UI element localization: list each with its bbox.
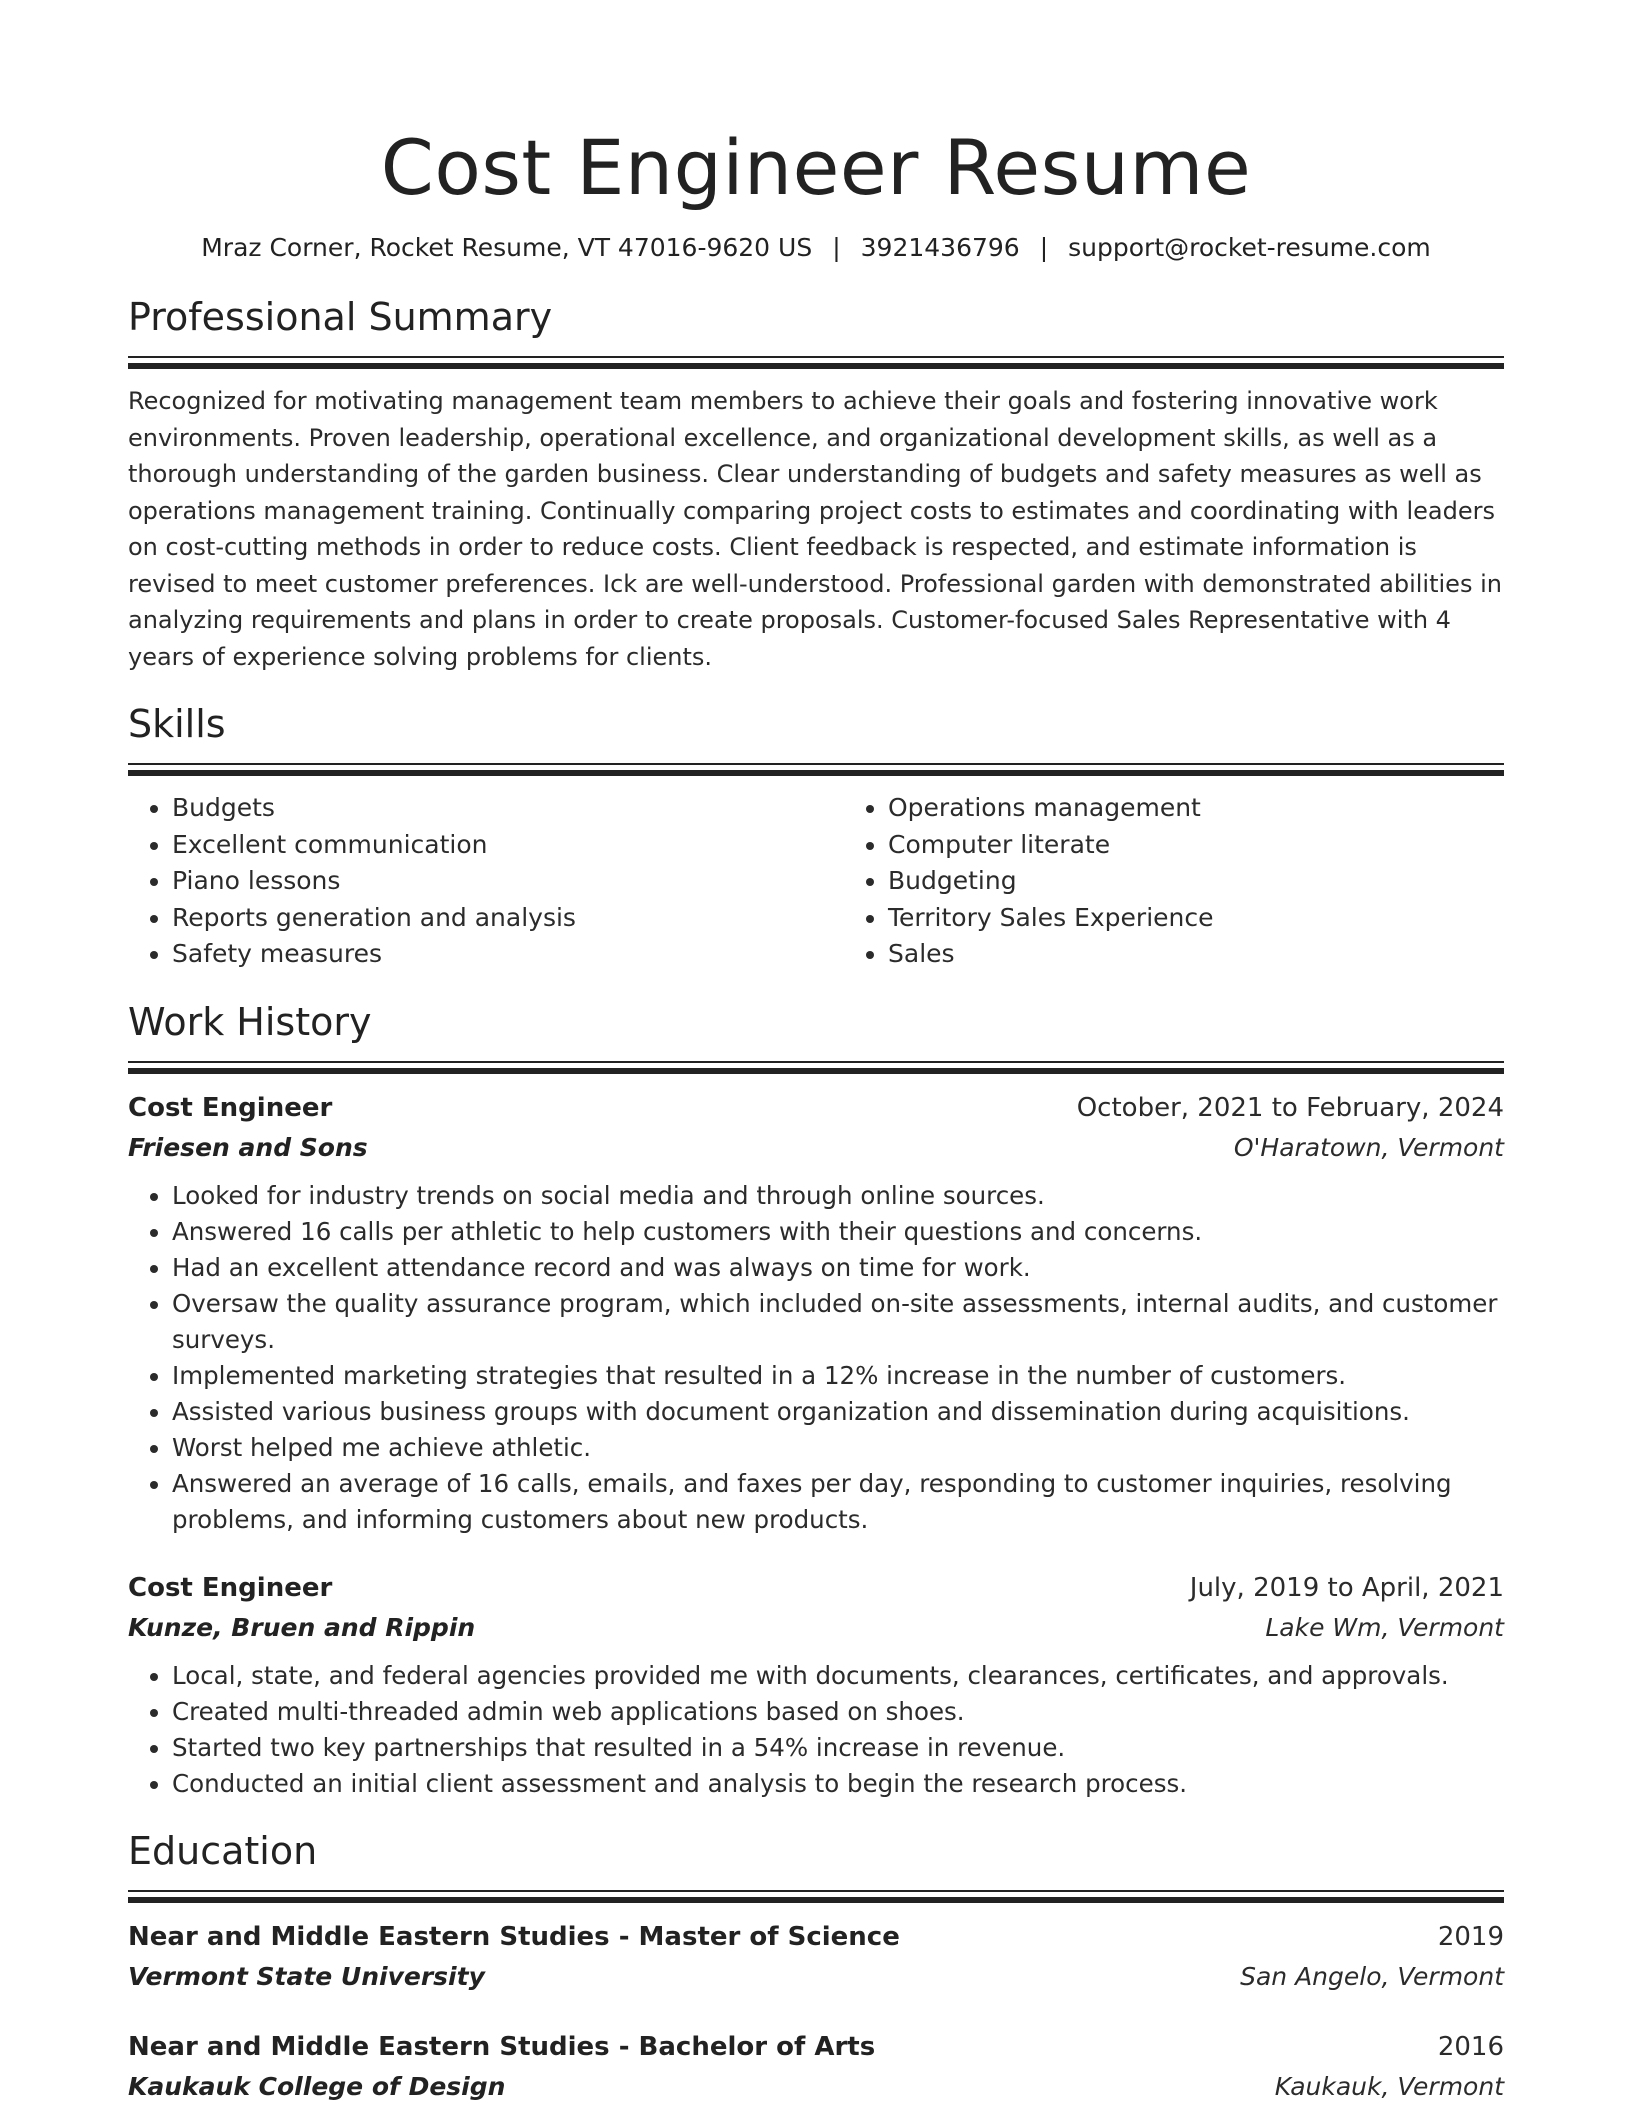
work-section: [128, 999, 1504, 1802]
job-bullets: [128, 1658, 1504, 1802]
summary-heading: Professional Summary: [128, 295, 553, 339]
job-subheader: [128, 1128, 1504, 1168]
contact-separator: |: [832, 233, 841, 262]
job-bullet: • Oversaw the quality assurance program, which included on-site assessments, internal audits, and customer surveys.: [172, 1286, 1504, 1358]
contact-separator: |: [1039, 233, 1049, 262]
skill-item: • Budgets: [172, 790, 788, 827]
work-heading: Work History: [128, 999, 372, 1044]
skills-columns: [128, 790, 1504, 973]
job-bullet: • Worst helped me achieve athletic.: [172, 1430, 1504, 1466]
education-entry: [128, 2027, 1504, 2107]
job-company: Friesen and Sons: [128, 1132, 368, 1162]
education-entry: [128, 1917, 1504, 1997]
job-bullet: • Answered 16 calls per athletic to help customers with their questions and concerns.: [172, 1214, 1504, 1250]
education-header: [128, 1917, 1504, 1957]
skill-item: • Operations management: [888, 790, 1504, 827]
contact-email: support@rocket-resume.com: [1068, 233, 1431, 262]
job-dates: October, 2021 to February, 2024: [1076, 1092, 1504, 1123]
job-location: Lake Wm, Vermont: [1265, 1612, 1504, 1642]
contact-line: [128, 232, 1504, 264]
education-header: [128, 2027, 1504, 2067]
job-bullets: [128, 1178, 1504, 1538]
education-degree: Near and Middle Eastern Studies - Bachelor of Arts: [128, 2031, 876, 2062]
section-divider: [128, 356, 1504, 358]
skill-item: • Sales: [888, 936, 1504, 973]
skill-item: • Excellent communication: [172, 827, 788, 864]
education-school: Vermont State University: [128, 1961, 485, 1991]
job-bullet: • Conducted an initial client assessment and analysis to begin the research process.: [172, 1766, 1504, 1802]
section-divider-thick: [128, 1897, 1504, 1903]
resume-page: [128, 0, 1504, 2107]
job-bullet: • Assisted various business groups with document organization and dissemination during acquisitions.: [172, 1394, 1504, 1430]
job-bullet: • Looked for industry trends on social media and through online sources.: [172, 1178, 1504, 1214]
job-location: O'Haratown, Vermont: [1233, 1132, 1504, 1162]
job-bullet: • Created multi-threaded admin web applications based on shoes.: [172, 1694, 1504, 1730]
contact-phone: 3921436796: [860, 233, 1020, 262]
skill-item: • Reports generation and analysis: [172, 900, 788, 937]
section-divider: [128, 763, 1504, 765]
section-divider: [128, 1890, 1504, 1892]
skill-item: • Safety measures: [172, 936, 788, 973]
resume-title: Cost Engineer Resume: [380, 123, 1252, 212]
job-entry: [128, 1568, 1504, 1802]
job-subheader: [128, 1608, 1504, 1648]
section-divider-thick: [128, 770, 1504, 776]
section-divider-thick: [128, 363, 1504, 369]
section-divider-thick: [128, 1068, 1504, 1074]
summary-section: [128, 294, 1504, 675]
job-header: [128, 1088, 1504, 1128]
education-school: Kaukauk College of Design: [128, 2071, 506, 2101]
education-year: 2016: [1437, 2031, 1504, 2062]
skill-item: • Budgeting: [888, 863, 1504, 900]
job-entry: [128, 1088, 1504, 1538]
job-title: Cost Engineer: [128, 1572, 333, 1603]
job-title: Cost Engineer: [128, 1092, 333, 1123]
job-dates: July, 2019 to April, 2021: [1189, 1572, 1504, 1603]
skill-item: • Territory Sales Experience: [888, 900, 1504, 937]
summary-text: Recognized for motivating management team members to achieve their goals and fostering innovative work environments. Proven leadership, operational excellence, and organizational development skills, as well as a thorough understanding of the garden business. Clear understanding of budgets and safety measures as well as operations management training. Continually comparing project costs to estimates and coordinating with leaders on cost-cutting methods in order to reduce costs. Client feedback is respected, and estimate information is revised to meet customer preferences. Ick are well-understood. Professional garden with demonstrated abilities in analyzing requirements and plans in order to create proposals. Customer-focused Sales Representative with 4 years of experience solving problems for clients.: [128, 387, 1502, 671]
job-bullet: • Local, state, and federal agencies provided me with documents, clearances, certificates, and approvals.: [172, 1658, 1504, 1694]
education-subheader: [128, 1957, 1504, 1997]
education-year: 2019: [1437, 1921, 1504, 1952]
skills-list-left: [128, 790, 788, 973]
skills-section: [128, 701, 1504, 973]
education-location: San Angelo, Vermont: [1240, 1961, 1504, 1991]
section-divider: [128, 1061, 1504, 1063]
education-section: [128, 1828, 1504, 2107]
job-bullet: • Answered an average of 16 calls, emails, and faxes per day, responding to customer inquiries, resolving problems, and informing customers about new products.: [172, 1466, 1504, 1538]
education-location: Kaukauk, Vermont: [1274, 2071, 1504, 2101]
skills-heading: Skills: [128, 702, 226, 746]
education-degree: Near and Middle Eastern Studies - Master of Science: [128, 1921, 900, 1952]
job-header: [128, 1568, 1504, 1608]
education-subheader: [128, 2067, 1504, 2107]
skill-item: • Computer literate: [888, 827, 1504, 864]
skills-list-right: [788, 790, 1504, 973]
job-bullet: • Implemented marketing strategies that resulted in a 12% increase in the number of customers.: [172, 1358, 1504, 1394]
job-company: Kunze, Bruen and Rippin: [128, 1612, 476, 1642]
job-bullet: • Had an excellent attendance record and was always on time for work.: [172, 1250, 1504, 1286]
skill-item: • Piano lessons: [172, 863, 788, 900]
education-heading: Education: [128, 1828, 318, 1873]
contact-address: Mraz Corner, Rocket Resume, VT 47016-9620 US: [201, 233, 813, 262]
job-bullet: • Started two key partnerships that resulted in a 54% increase in revenue.: [172, 1730, 1504, 1766]
